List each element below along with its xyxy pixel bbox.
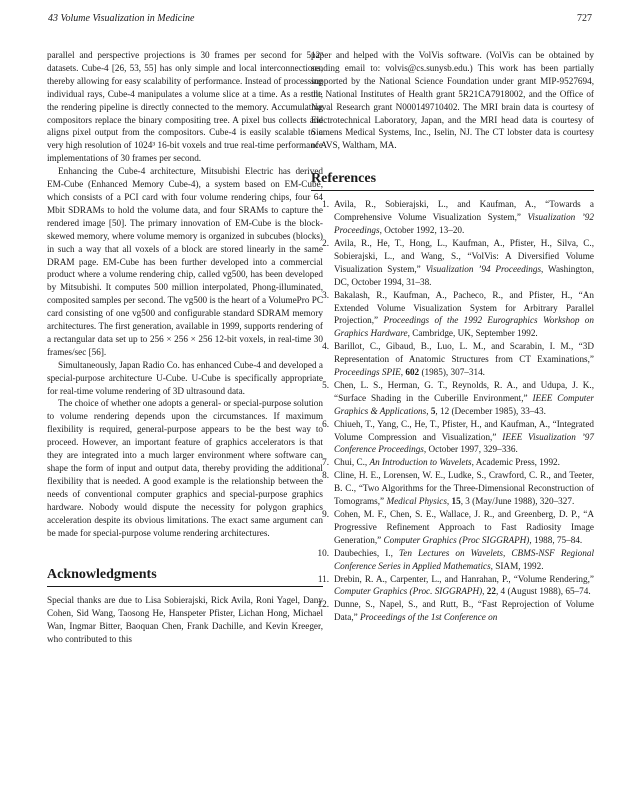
reference-number: 3.	[322, 289, 329, 300]
acknowledgments-heading: Acknowledgments	[47, 567, 157, 583]
reference-authors-title: Drebin, R. A., Carpenter, L., and Hanrahan, P., “Volume Rendering,”	[334, 573, 594, 584]
reference-item	[311, 379, 594, 418]
reference-venue: IEEE Computer Graphics & Applications	[334, 392, 594, 416]
reference-number: 8.	[322, 470, 329, 481]
reference-text	[334, 418, 594, 457]
reference-number: 10.	[317, 547, 329, 558]
reference-item	[311, 198, 594, 237]
reference-details: , 3 (May/June 1988), 320–327.	[460, 496, 575, 507]
reference-item	[311, 340, 594, 379]
reference-number: 9.	[322, 509, 329, 519]
page-number: 727	[577, 13, 592, 24]
reference-volume: 602	[405, 367, 420, 378]
reference-number: 1.	[322, 199, 329, 210]
reference-authors-title: Avila, R., Sobierajski, L., and Kaufman, A., “Towards a Comprehensive Volume Visualization System,”	[334, 199, 594, 223]
reference-venue: IEEE Visualization ’97 Conference Proceedings	[334, 431, 594, 455]
reference-text	[334, 198, 594, 237]
left-column	[47, 49, 323, 646]
reference-venue: Ten Lectures on Wavelets, CBMS-NSF Regional Conference Series in Applied Mathematics	[334, 547, 594, 571]
body-paragraph-ucube: Simultaneously, Japan Radio Co. has enhanced Cube-4 and developed a special-purpose architecture U-Cube. U-Cube is specifically appropriate for real-time volume rendering of 3D ultrasound data.	[47, 359, 323, 396]
body-paragraph-cube4: parallel and perspective projections is 30 frames per second for 512³ datasets. Cube-4 [26, 53, 55] has only simple and local interconnections, thereby allowing for easy scalability of performance. Instead of processing individual rays, Cube-4 manipulates a volume slice at a time. As a result, the rendering pipeline is directly connected to the memory. Accumulating compositors replace the binary compositing tree. A pixel bus collects and aligns pixel output from the compositors. Cube-4 is easily scalable to a very high resolution of 1024³ 16-bit voxels and true real-time performance implementations of 30 frames per second.	[47, 50, 323, 164]
reference-item	[311, 456, 594, 469]
reference-number: 11.	[317, 573, 329, 584]
reference-details: , 12 (December 1985), 33–43.	[435, 405, 546, 416]
reference-venue: Visualization ’92 Proceedings	[334, 212, 594, 236]
reference-authors-title: Cohen, M. F., Chen, S. E., Wallace, J. R., and Greenberg, D. P., “A Progressive Refinement Approach to Fast Radiosity Image Generation,”	[334, 509, 594, 545]
reference-venue: Proceedings SPIE	[334, 367, 401, 378]
right-column	[311, 49, 594, 624]
reference-authors-title: Chiueh, T., Yang, C., He, T., Pfister, H., and Kaufman, A., “Integrated Volume Compression and Visualization,”	[334, 418, 594, 442]
reference-venue: Computer Graphics (Proc. SIGGRAPH)	[334, 586, 483, 597]
reference-venue: An Introduction to Wavelets	[369, 457, 472, 468]
reference-details: , Cambridge, UK, September 1992.	[407, 328, 538, 339]
reference-details: , October 1992, 13–20.	[379, 225, 465, 236]
acknowledgments-text: Special thanks are due to Lisa Sobierajski, Rick Avila, Roni Yagel, Dany Cohen, Sid Wang, Taosong He, Hanspeter Pfister, Lichan Hong, Michael Wan, Ingmar Bitter, Baoquan Chen, Frank Dachille, and Kevin Kreeger, who contributed to this	[47, 595, 323, 645]
reference-number: 4.	[322, 341, 329, 352]
reference-details: , SIAM, 1992.	[490, 560, 544, 571]
reference-item	[311, 418, 594, 457]
reference-item	[311, 508, 594, 547]
reference-authors-title: Daubechies, I.,	[334, 547, 399, 558]
body-paragraph-emcube: Enhancing the Cube-4 architecture, Mitsubishi Electric has derived EM-Cube (Enhanced Memory Cube-4), a system based on EM-Cube, which consists of a PCI card with four volume rendering chips, four 64 Mbit SDRAMs to hold the volume data, and four SRAMs to capture the rendered image [50]. The primary innovation of EM-Cube is the block-skewed memory, where volume memory is organized in subcubes (blocks) in such a way that all voxels of a block are stored linearly in the same DRAM page. EM-Cube has been further developed into a commercial product where a volume rendering chip, called vg500, has been developed by Mitsubishi. It computes 500 million interpolated, Phong-illuminated, composited samples per second. The vg500 is the heart of a VolumePro PC card consisting of one vg500 and configurable standard SDRAM memory architectures. The first generation, available in 1999, supports rendering of a rectangular data set up to 256 × 256 × 256 12-bit voxels, in real-time 30 frames/sec [56].	[47, 166, 323, 357]
reference-authors-title: Bakalash, R., Kaufman, A., Pacheco, R., and Pfister, H., “An Extended Volume Visualization System for Arbitrary Parallel Projection,”	[334, 289, 594, 326]
reference-details: , Washington, DC, October 1994, 31–38.	[334, 263, 594, 287]
reference-item	[311, 237, 594, 289]
reference-item	[311, 547, 594, 573]
reference-authors-title: Barillot, C., Gibaud, B., Luo, L. M., and Scarabin, I. M., “3D Representation of Anatomic Structures from CT Examinations,”	[334, 341, 594, 365]
reference-text	[334, 598, 594, 624]
reference-authors-title: Cline, H. E., Lorensen, W. E., Ludke, S., Crawford, C. R., and Teeter, B. C., “Two Algorithms for the Three-Dimensional Reconstruction of Tomograms,”	[334, 470, 594, 507]
reference-number: 6.	[322, 418, 329, 429]
reference-item	[311, 469, 594, 508]
reference-details: , 4 (August 1988), 65–74.	[495, 586, 591, 597]
reference-venue: Computer Graphics (Proc SIGGRAPH)	[383, 534, 530, 545]
reference-text	[334, 289, 594, 341]
reference-venue: Proceedings of the 1st Conference on	[360, 612, 498, 623]
body-paragraph-general-vs-special: The choice of whether one adopts a general- or special-purpose solution to volume rendering depends upon the circumstances. If maximum flexibility is required, general-purpose appears to be the best way to proceed. However, an important feature of graphics accelerators is that they are integrated into a much larger environment where software can shape the form of input and output data, thereby providing the additional flexibility that is needed. A good example is the relationship between the needs of conventional computer graphics and special-purpose graphics hardware. Nobody would dispute the necessity for polygon graphics acceleration despite its obvious limitations. The exact same argument can be made for special-purpose volume rendering architectures.	[47, 398, 323, 538]
reference-text	[334, 547, 594, 573]
acknowledgments-continued: paper and helped with the VolVis software. (VolVis can be obtained by sending email to: volvis@cs.sunysb.edu.) This work has been partially supported by the National Science Foundation under grant MIP-9527694, the National Institutes of Health grant 5R21CA7918002, and the Office of Naval Research grant N000149710402. The MRI brain data is courtesy of Electrotechnical Laboratory, Japan, and the MRI head data is courtesy of Siemens Medical Systems, Inc., Iselin, NJ. The CT lobster data is courtesy of AVS, Waltham, MA.	[311, 50, 594, 151]
reference-details: , 1988, 75–84.	[529, 534, 583, 545]
reference-number: 5.	[322, 379, 329, 390]
reference-authors-title: Chui, C.,	[334, 457, 370, 468]
reference-number: 7.	[322, 457, 329, 468]
acknowledgments-rule	[47, 586, 323, 587]
reference-item	[311, 598, 594, 624]
reference-item	[311, 289, 594, 341]
reference-volume: 5	[430, 405, 436, 416]
reference-number: 12.	[317, 599, 329, 610]
reference-text	[334, 237, 594, 289]
reference-item	[311, 573, 594, 599]
reference-number: 2.	[322, 237, 329, 248]
reference-text	[334, 456, 594, 469]
reference-details: (1985), 307–314.	[419, 367, 485, 378]
reference-venue: Medical Physics	[386, 496, 447, 507]
references-heading: References	[311, 171, 377, 187]
reference-text	[334, 508, 594, 547]
reference-authors-title: Avila, R., He, T., Hong, L., Kaufman, A., Pfister, H., Silva, C., Sobierajski, L., and Wang, S., “VolVis: A Diversified Volume Visualization System,”	[334, 237, 594, 274]
running-header	[48, 13, 592, 27]
reference-text: Barillot, C., Gibaud, B., Luo, L. M., and Scarabin, I. M., “3D Representation of Anatomic Structures from CT Examinations,” Proceedings SPIE, 602 (1985), 307–314.	[334, 341, 594, 378]
reference-details: , Academic Press, 1992.	[471, 457, 560, 468]
reference-authors-title: Dunne, S., Napel, S., and Rutt, B., “Fast Reprojection of Volume Data,”	[334, 599, 594, 623]
references-list	[311, 198, 594, 624]
references-rule	[311, 190, 594, 191]
reference-authors-title: Chen, L. S., Herman, G. T., Reynolds, R. A., and Udupa, J. K., “Surface Shading in the Cuberille Environment,”	[334, 379, 594, 403]
running-title: 43 Volume Visualization in Medicine	[48, 13, 195, 24]
reference-text: Drebin, R. A., Carpenter, L., and Hanrahan, P., “Volume Rendering,” Computer Graphics (Proc. SIGGRAPH), 22, 4 (August 1988), 65–74.	[334, 573, 594, 597]
reference-volume: 15	[451, 496, 461, 507]
reference-venue: Proceedings of the 1992 Eurographics Workshop on Graphics Hardware	[334, 315, 594, 339]
reference-details: , October 1997, 329–336.	[423, 444, 518, 455]
reference-volume: 22	[486, 586, 496, 597]
reference-text: Chen, L. S., Herman, G. T., Reynolds, R. A., and Udupa, J. K., “Surface Shading in the Cuberille Environment,” IEEE Computer Graphics & Applications, 5, 12 (December 1985), 33–43.	[334, 379, 594, 416]
reference-venue: Visualization ’94 Proceedings	[425, 263, 542, 274]
reference-text: Cline, H. E., Lorensen, W. E., Ludke, S., Crawford, C. R., and Teeter, B. C., “Two Algorithms for the Three-Dimensional Reconstruction of Tomograms,” Medical Physics, 15, 3 (May/June 1988), 320–327.	[334, 470, 594, 507]
